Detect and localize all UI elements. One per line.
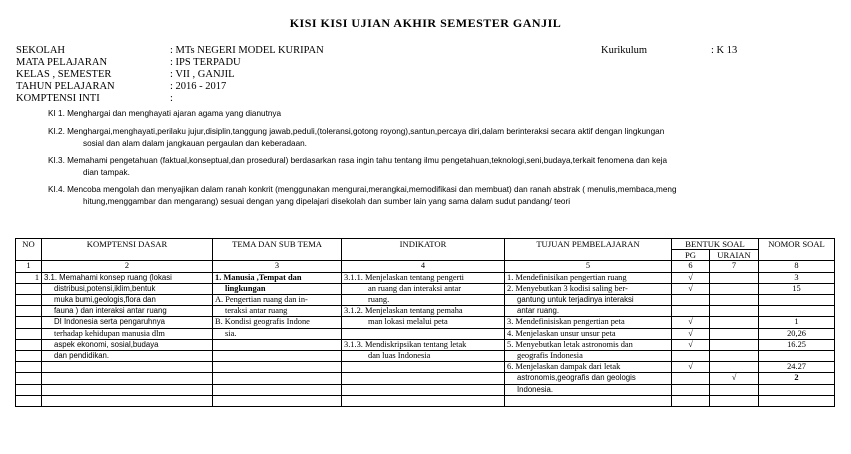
kurikulum-label: Kurikulum xyxy=(601,45,648,56)
cell-indikator: dan luas Indonesia xyxy=(342,351,505,362)
cell-indikator xyxy=(342,373,505,384)
cell-kd xyxy=(42,384,213,395)
table-row xyxy=(16,362,835,373)
header-indikator: INDIKATOR xyxy=(342,239,505,261)
cell-tujuan: 5. Menyebutkan letak astronomis dan xyxy=(505,339,672,350)
cell-uraian xyxy=(710,317,759,328)
cell-nomor: 3 xyxy=(759,272,835,283)
cell-pg: √ xyxy=(672,362,710,373)
cell-nomor: 1 xyxy=(759,317,835,328)
cell-tema: teraksi antar ruang xyxy=(213,306,342,317)
table-row xyxy=(16,295,835,306)
cell-tema xyxy=(213,373,342,384)
cell-uraian xyxy=(710,351,759,362)
table-row xyxy=(16,384,835,395)
cell-pg: √ xyxy=(672,317,710,328)
cell-nomor xyxy=(759,306,835,317)
header-uraian: URAIAN xyxy=(710,250,759,261)
cell-tema: 1. Manusia ,Tempat dan xyxy=(213,272,342,283)
info-label: KOMPTENSI INTI xyxy=(16,93,100,104)
cell-uraian xyxy=(710,306,759,317)
cell-uraian xyxy=(710,272,759,283)
kisi-table xyxy=(15,238,835,407)
ki-line-cont: hitung,menggambar dan mengarang) sesuai dengan yang dipelajari disekolah dan sumber lain yang sama dalam sudut pandang/ teori xyxy=(83,196,571,206)
cell-kd: terhadap kehidupan manusia dlm xyxy=(42,328,213,339)
col-number: 6 xyxy=(672,261,710,272)
header-tujuan: TUJUAN PEMBELAJARAN xyxy=(505,239,672,261)
page-title: KISI KISI UJIAN AKHIR SEMESTER GANJIL xyxy=(289,16,562,30)
header-tema: TEMA DAN SUB TEMA xyxy=(213,239,342,261)
cell-kd: fauna ) dan interaksi antar ruang xyxy=(42,306,213,317)
info-label: KELAS , SEMESTER xyxy=(16,69,112,80)
col-number: 3 xyxy=(213,261,342,272)
col-number: 8 xyxy=(759,261,835,272)
cell-kd: dan pendidikan. xyxy=(42,351,213,362)
cell-pg: √ xyxy=(672,272,710,283)
col-number: 7 xyxy=(710,261,759,272)
cell-tujuan: gantung untuk terjadinya interaksi xyxy=(505,295,672,306)
ki-1 xyxy=(48,108,788,120)
cell-tema: A. Pengertian ruang dan in- xyxy=(213,295,342,306)
info-value: : VII , GANJIL xyxy=(170,69,235,80)
cell-tujuan: 1. Mendefinisikan pengertian ruang xyxy=(505,272,672,283)
table-row-empty xyxy=(16,395,835,406)
cell-kd: 3.1. Memahami konsep ruang (lokasi xyxy=(42,272,213,283)
table-row xyxy=(16,272,835,283)
cell-kd: aspek ekonomi, sosial,budaya xyxy=(42,339,213,350)
header-kd: KOMPTENSI DASAR xyxy=(42,239,213,261)
cell-nomor: 16.25 xyxy=(759,339,835,350)
cell-uraian xyxy=(710,362,759,373)
cell-nomor: 2 xyxy=(759,373,835,384)
cell-indikator: 3.1.1. Menjelaskan tentang pengerti xyxy=(342,272,505,283)
cell-indikator: 3.1.3. Mendiskripsikan tentang letak xyxy=(342,339,505,350)
cell-tema xyxy=(213,339,342,350)
cell-pg xyxy=(672,351,710,362)
cell-tema: sia. xyxy=(213,328,342,339)
cell-nomor: 15 xyxy=(759,283,835,294)
table-row xyxy=(16,306,835,317)
cell-uraian xyxy=(710,283,759,294)
cell-kd xyxy=(42,362,213,373)
cell-tema: B. Kondisi geografis Indone xyxy=(213,317,342,328)
info-value: : 2016 - 2017 xyxy=(170,81,227,92)
cell-indikator xyxy=(342,328,505,339)
cell-nomor: 24.27 xyxy=(759,362,835,373)
cell-tema xyxy=(213,362,342,373)
cell-tujuan: 4. Menjelaskan unsur unsur peta xyxy=(505,328,672,339)
info-label: MATA PELAJARAN xyxy=(16,57,108,68)
cell-nomor xyxy=(759,351,835,362)
cell-nomor xyxy=(759,295,835,306)
info-label: SEKOLAH xyxy=(16,45,65,56)
cell-tujuan: 3. Mendefinisiskan pengertian peta xyxy=(505,317,672,328)
col-number: 1 xyxy=(16,261,42,272)
cell-kd: distribusi,potensi,iklim,bentuk xyxy=(42,283,213,294)
cell-tujuan: geografis Indonesia xyxy=(505,351,672,362)
ki-line: KI.2. Menghargai,menghayati,perilaku jujur,disiplin,tanggung jawab,peduli,(toleransi,gotong royong),santun,percaya diri,dalam berinteraksi secara aktif dengan lingkungan xyxy=(48,127,665,136)
cell-tujuan: Indonesia. xyxy=(505,384,672,395)
cell-pg xyxy=(672,306,710,317)
cell-indikator xyxy=(342,362,505,373)
ki-3 xyxy=(48,155,788,178)
cell-indikator: man lokasi melalui peta xyxy=(342,317,505,328)
info-value: : IPS TERPADU xyxy=(170,57,241,68)
info-value: : MTs NEGERI MODEL KURIPAN xyxy=(170,45,324,56)
cell-pg xyxy=(672,373,710,384)
cell-uraian xyxy=(710,295,759,306)
table-row xyxy=(16,328,835,339)
table-row xyxy=(16,373,835,384)
info-label: TAHUN PELAJARAN xyxy=(16,81,115,92)
cell-nomor xyxy=(759,384,835,395)
cell-uraian xyxy=(710,339,759,350)
ki-2 xyxy=(48,126,788,149)
col-number: 5 xyxy=(505,261,672,272)
cell-indikator xyxy=(342,384,505,395)
header-bentuk: BENTUK SOAL xyxy=(672,239,759,250)
cell-uraian: √ xyxy=(710,373,759,384)
cell-pg: √ xyxy=(672,339,710,350)
header-no: NO xyxy=(16,239,42,261)
cell-indikator: an ruang dan interaksi antar xyxy=(342,283,505,294)
cell-tujuan: astronomis,geografis dan geologis xyxy=(505,373,672,384)
cell-kd: DI Indonesia serta pengaruhnya xyxy=(42,317,213,328)
cell-uraian xyxy=(710,328,759,339)
cell-pg: √ xyxy=(672,328,710,339)
cell-indikator: ruang. xyxy=(342,295,505,306)
cell-tujuan: 2. Menyebutkan 3 kodisi saling ber- xyxy=(505,283,672,294)
cell-indikator: 3.1.2. Menjelaskan tentang pemaha xyxy=(342,306,505,317)
header-nomor: NOMOR SOAL xyxy=(759,239,835,261)
cell-tujuan: 6. Menjelaskan dampak dari letak xyxy=(505,362,672,373)
kurikulum-value: : K 13 xyxy=(711,45,738,56)
cell-no: 1 xyxy=(16,272,42,283)
table-row xyxy=(16,351,835,362)
cell-tema: lingkungan xyxy=(213,283,342,294)
col-number: 4 xyxy=(342,261,505,272)
cell-nomor: 20,26 xyxy=(759,328,835,339)
table-row xyxy=(16,339,835,350)
header-pg: PG xyxy=(672,250,710,261)
cell-tema xyxy=(213,384,342,395)
col-number: 2 xyxy=(42,261,213,272)
ki-line-cont: dian tampak. xyxy=(83,167,130,177)
ki-line: KI.3. Memahami pengetahuan (faktual,konseptual,dan prosedural) berdasarkan rasa ingin tahu tentang ilmu pengetahuan,teknologi,seni,budaya,terkait fenomena dan keja xyxy=(48,156,668,165)
ki-4 xyxy=(48,184,788,207)
cell-uraian xyxy=(710,384,759,395)
table-row xyxy=(16,317,835,328)
ki-line: KI.4. Mencoba mengolah dan menyajikan dalam ranah konkrit (menggunakan mengurai,merangkai,memodifikasi dan membuat) dan ranah abstrak ( menulis,membaca,meng xyxy=(48,185,677,194)
table-row xyxy=(16,283,835,294)
ki-line: KI 1. Menghargai dan menghayati ajaran agama yang dianutnya xyxy=(48,109,282,118)
cell-tema xyxy=(213,351,342,362)
cell-kd xyxy=(42,373,213,384)
column-number-row xyxy=(16,261,835,272)
info-value: : xyxy=(170,93,173,104)
cell-pg: √ xyxy=(672,283,710,294)
ki-line-cont: sosial dan alam dalam jangkauan pergaulan dan keberadaan. xyxy=(83,138,307,148)
cell-pg xyxy=(672,295,710,306)
cell-kd: muka bumi,geologis,flora dan xyxy=(42,295,213,306)
cell-tujuan: antar ruang. xyxy=(505,306,672,317)
cell-pg xyxy=(672,384,710,395)
